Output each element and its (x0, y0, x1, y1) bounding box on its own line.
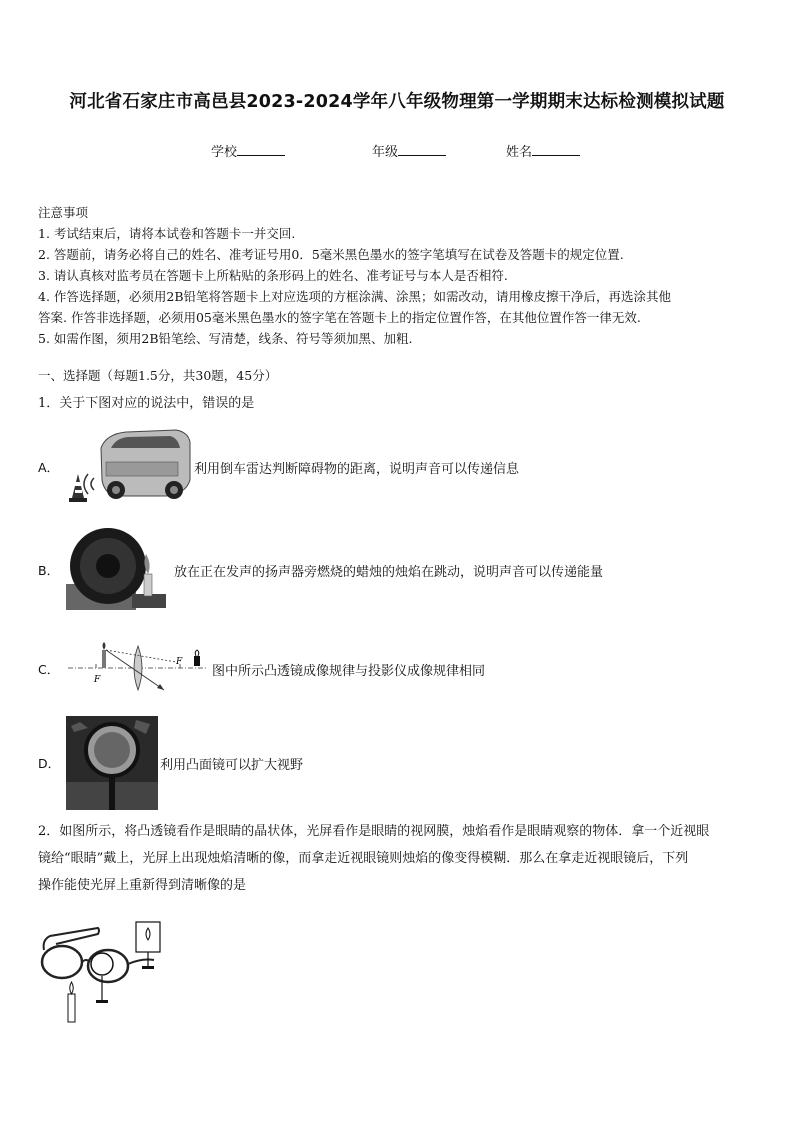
notes-block (38, 202, 758, 349)
option-b[interactable] (38, 524, 603, 616)
option-b-label: B． (38, 563, 60, 578)
note-item: 答案. 作答非选择题，必须用05毫米黑色墨水的签字笔在答题卡上的指定位置作答，在其他位置作答一律无效. (38, 310, 641, 325)
focus-label-left: F (94, 675, 101, 685)
school-label: 学校 (211, 145, 238, 160)
grade-field (372, 141, 446, 160)
school-blank[interactable] (237, 143, 285, 156)
name-field (506, 141, 580, 160)
q2-line: 操作能使光屏上重新得到清晰像的是 (38, 878, 247, 893)
name-blank[interactable] (532, 143, 580, 156)
option-c[interactable] (38, 642, 485, 696)
name-label: 姓名 (506, 145, 533, 160)
grade-blank[interactable] (398, 143, 446, 156)
option-a-label: A． (38, 460, 60, 475)
option-d-label: D． (38, 756, 61, 771)
reversing-car-image (66, 428, 192, 506)
q2-line: 镜给“眼睛”戴上，光屏上出现烛焰清晰的像，而拿走近视眼镜则烛焰的像变得模糊．那么在拿走近视眼镜后，下列 (38, 851, 689, 866)
speaker-candle-image (66, 524, 172, 616)
exam-title: 河北省石家庄市高邑县2023-2024学年八年级物理第一学期期末达标检测模拟试题 (69, 92, 725, 112)
option-d[interactable] (38, 716, 303, 810)
note-item: 1. 考试结束后，请将本试卷和答题卡一并交回. (38, 226, 296, 241)
option-a-text: 利用倒车雷达判断障碍物的距离，说明声音可以传递信息 (194, 461, 520, 477)
section-heading: 一、选择题（每题1.5分，共30题，45分） (38, 368, 278, 383)
option-b-text: 放在正在发声的扬声器旁燃烧的蜡烛的烛焰在跳动，说明声音可以传递能量 (174, 564, 604, 580)
focus-label-right: F (176, 657, 183, 667)
q2-line: 2．如图所示，将凸透镜看作是眼睛的晶状体，光屏看作是眼睛的视网膜，烛焰看作是眼睛观察的物体．拿一个近视眼 (38, 824, 710, 839)
note-item: 5. 如需作图，须用2B铅笔绘、写清楚，线条、符号等须加黑、加粗. (38, 331, 413, 346)
convex-mirror-image (66, 716, 158, 810)
glasses-lens-candle-diagram (38, 920, 166, 1028)
option-d-text: 利用凸面镜可以扩大视野 (160, 757, 304, 773)
option-c-label: C． (38, 662, 60, 677)
q2-stem (38, 818, 760, 899)
convex-lens-diagram (66, 642, 210, 696)
note-item: 2. 答题前，请务必将自己的姓名、准考证号用0．5毫米黑色墨水的签字笔填写在试卷及答题卡的规定位置. (38, 247, 624, 262)
note-item: 4. 作答选择题，必须用2B铅笔将答题卡上对应选项的方框涂满、涂黑；如需改动，请用橡皮擦干净后，再选涂其他 (38, 289, 672, 304)
notes-heading: 注意事项 (38, 205, 89, 220)
q1-stem: 1．关于下图对应的说法中，错误的是 (38, 396, 255, 411)
grade-label: 年级 (372, 145, 399, 160)
school-field (211, 141, 285, 160)
option-a[interactable] (38, 428, 519, 506)
option-c-text: 图中所示凸透镜成像规律与投影仪成像规律相同 (212, 663, 486, 679)
note-item: 3. 请认真核对监考员在答题卡上所粘贴的条形码上的姓名、准考证号与本人是否相符. (38, 268, 508, 283)
